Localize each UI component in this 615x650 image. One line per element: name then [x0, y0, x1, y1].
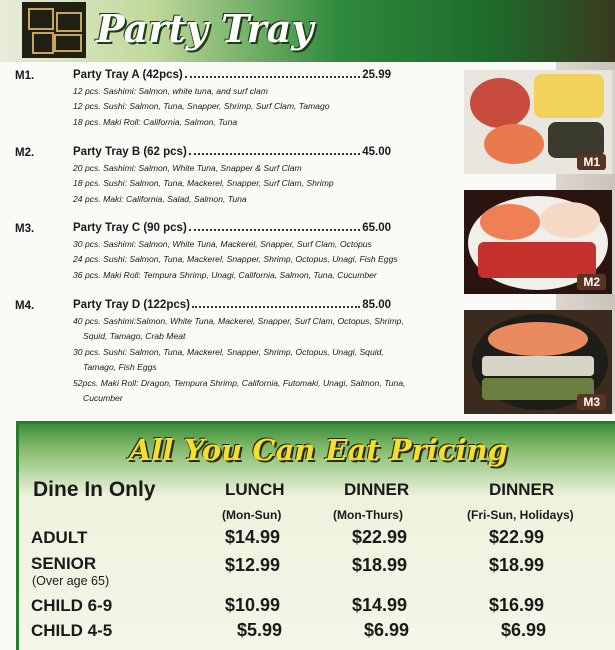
price-cell: $22.99: [489, 527, 545, 547]
description-line: 30 pcs. Sushi: Salmon, Tuna, Mackerel, Snapper, Shrimp, Octopus, Unagi, Squid,: [73, 346, 384, 357]
item-name-row: [73, 299, 391, 311]
tray-photo-m2: [464, 190, 615, 294]
item-price: 45.00: [362, 146, 391, 158]
dot-leader: [189, 153, 360, 155]
price-cell: $18.99: [352, 555, 408, 575]
item-code: M2.: [15, 147, 35, 159]
description-line: 12 pcs. Sashimi: Salmon, white tuna, and surf clam: [73, 86, 268, 96]
item-price: 85.00: [362, 299, 391, 311]
logo: [22, 2, 86, 58]
item-name-row: [73, 69, 391, 81]
dot-leader: [189, 229, 360, 231]
description-line: Tamago, Fish Eggs: [83, 362, 157, 373]
item-name: Party Tray D (122pcs): [73, 299, 190, 311]
item-price: 25.99: [362, 69, 391, 81]
item-code: M3.: [15, 223, 35, 235]
price-cell: $22.99: [352, 527, 408, 547]
description-line: 12 pcs. Sushi: Salmon, Tuna, Snapper, Shrimp, Surf Clam, Tamago: [73, 101, 330, 112]
description-line: 18 pcs. Sushi: Salmon, Tuna, Mackerel, Snapper, Surf Clam, Shrimp: [73, 178, 334, 189]
item-price: 65.00: [362, 222, 391, 234]
all-you-can-eat-box: [16, 421, 615, 650]
row-label-child-4-5: CHILD 4-5: [31, 621, 113, 640]
description-line: 36 pcs. Maki Roll: Tempura Shrimp, Unagi, California, Salmon, Tuna, Cucumber: [73, 269, 377, 280]
price-cell: $14.99: [352, 595, 408, 615]
column-header: DINNER: [489, 480, 555, 499]
dot-leader: [192, 306, 360, 308]
column-subheader: (Mon-Thurs): [333, 508, 403, 522]
item-description: [73, 314, 413, 406]
description-line: 30 pcs. Sashimi: Salmon, White Tuna, Mackerel, Snapper, Surf Clam, Octopus: [73, 239, 372, 249]
column-subheader: (Fri-Sun, Holidays): [467, 508, 574, 522]
column-subheader: (Mon-Sun): [222, 508, 282, 522]
item-name: Party Tray A (42pcs): [73, 69, 183, 81]
description-line: Cucumber: [83, 393, 123, 404]
item-code: M1.: [15, 70, 35, 82]
row-label-adult: ADULT: [31, 528, 88, 547]
item-description: [73, 84, 413, 130]
price-cell: $10.99: [225, 595, 281, 615]
ayce-title: All You Can Eat Pricing: [129, 433, 508, 467]
tray-photo-m3: [464, 310, 615, 414]
description-line: 52pcs. Maki Roll: Dragon, Tempura Shrimp, California, Futomaki, Unagi, Salmon, Tuna,: [73, 377, 406, 388]
photo-label: M2: [577, 274, 606, 290]
row-note: (Over age 65): [32, 574, 110, 588]
price-cell: $12.99: [225, 555, 281, 575]
item-name-row: [73, 222, 391, 234]
item-code: M4.: [15, 300, 35, 312]
description-line: Squid, Tamago, Crab Meat: [83, 331, 186, 342]
row-label-senior: SENIOR: [31, 554, 97, 573]
row-label-child-6-9: CHILD 6-9: [31, 596, 113, 615]
price-cell: $5.99: [237, 620, 283, 640]
description-line: 24 pcs. Maki: California, Salad, Salmon, Tuna: [73, 193, 247, 204]
item-description: [73, 161, 413, 207]
description-line: 18 pcs. Maki Roll: California, Salmon, Tuna: [73, 116, 238, 127]
price-cell: $6.99: [364, 620, 410, 640]
tray-photo-m1: [464, 70, 615, 174]
price-cell: $16.99: [489, 595, 545, 615]
item-name: Party Tray C (90 pcs): [73, 222, 187, 234]
column-header: DINNER: [344, 480, 410, 499]
description-line: 24 pcs. Sushi: Salmon, Tuna, Mackerel, Snapper, Shrimp, Octopus, Unagi, Fish Eggs: [73, 254, 398, 265]
price-cell: $14.99: [225, 527, 281, 547]
price-cell: $18.99: [489, 555, 545, 575]
item-name: Party Tray B (62 pcs): [73, 146, 187, 158]
photo-label: M3: [577, 394, 606, 410]
header-banner: [0, 0, 615, 62]
item-name-row: [73, 146, 391, 158]
dine-in-label: Dine In Only: [33, 478, 156, 501]
item-description: [73, 237, 413, 283]
description-line: 20 pcs. Sashimi: Salmon, White Tuna, Snapper & Surf Clam: [73, 163, 302, 173]
page-title: Party Tray: [96, 6, 314, 51]
column-header: LUNCH: [225, 480, 285, 499]
description-line: 40 pcs. Sashimi:Salmon, White Tuna, Mackerel, Snapper, Surf Clam, Octopus, Shrimp,: [73, 316, 404, 326]
photo-label: M1: [577, 154, 606, 170]
dot-leader: [185, 76, 360, 78]
price-cell: $6.99: [501, 620, 547, 640]
